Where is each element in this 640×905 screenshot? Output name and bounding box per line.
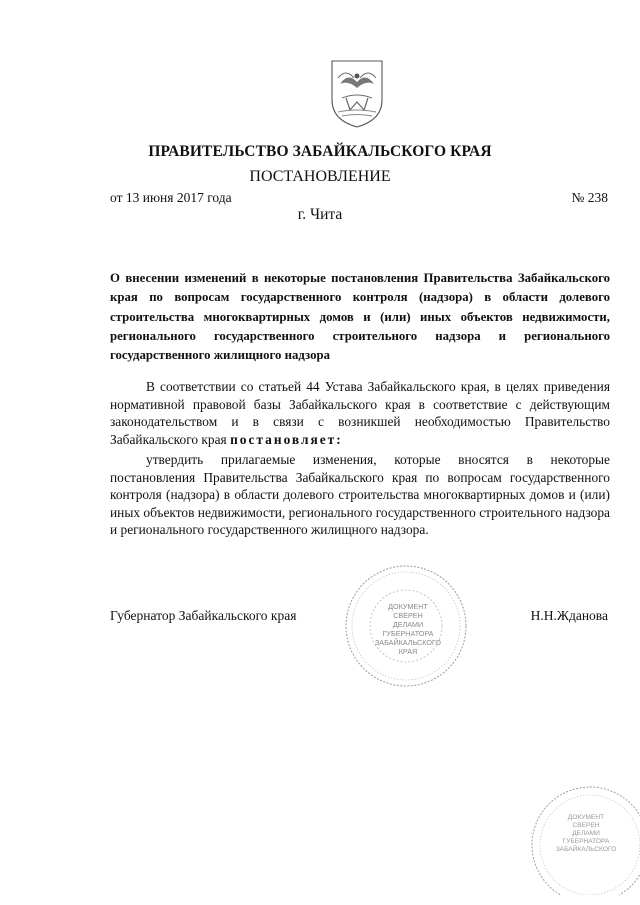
main-stamp-line: СВЕРЕН — [393, 611, 423, 620]
main-stamp-line: ДОКУМЕНТ — [388, 602, 428, 611]
corner-stamp-line: СВЕРЕН — [572, 822, 600, 829]
official-seal-icon — [342, 562, 470, 690]
corner-stamp-line: ГУБЕРНАТОРА — [562, 838, 610, 845]
main-stamp-line: ГУБЕРНАТОРА — [382, 629, 434, 638]
document-city: г. Чита — [297, 206, 343, 223]
document-type: ПОСТАНОВЛЕНИЕ — [249, 168, 391, 185]
coat-of-arms-icon — [328, 58, 386, 130]
main-stamp-line: ДЕЛАМИ — [392, 620, 424, 629]
document-number: № 238 — [571, 190, 608, 205]
government-title: ПРАВИТЕЛЬСТВО ЗАБАЙКАЛЬСКОГО КРАЯ — [148, 143, 492, 160]
document-subject: О внесении изменений в некоторые постановления Правительства Забайкальского края по вопросам государственного контроля (надзора) в области долевого строительства многоквартирных домов и (или) иных объектов недвижимости, регионального государственного строительного надзора и регионального государственного жилищного надзора — [110, 271, 610, 363]
decree-word: постановляет — [230, 431, 337, 447]
main-stamp-line: КРАЯ — [398, 647, 418, 656]
body-paragraph-1 — [110, 378, 610, 448]
body-paragraph-2: утвердить прилагаемые изменения, которые вносятся в некоторые постановления Правительства Забайкальского края по вопросам государственного контроля (надзора) в области долевого строительства многоквартирных домов и (или) иных объектов недвижимости, регионального государственного строительного надзора и регионального государственного жилищного надзора. — [110, 452, 610, 537]
official-seal-icon — [528, 783, 640, 895]
signatory-role: Губернатор Забайкальского края — [110, 608, 297, 623]
decree-colon: : — [336, 431, 343, 447]
corner-stamp-line: ЗАБАЙКАЛЬСКОГО — [555, 846, 617, 853]
corner-stamp-line: ДЕЛАМИ — [572, 830, 600, 837]
preamble-text: В соответствии со статьей 44 Устава Забайкальского края, в целях приведения нормативной правовой базы Забайкальского края в соответствие с действующим законодательством и в связи с возникшей необходимостью Правительство Забайкальского края — [110, 379, 610, 447]
corner-stamp-line: ДОКУМЕНТ — [567, 814, 605, 821]
main-stamp-line: ЗАБАЙКАЛЬСКОГО — [374, 638, 442, 647]
signatory-name: Н.Н.Жданова — [530, 608, 608, 623]
document-date: от 13 июня 2017 года — [110, 190, 232, 205]
